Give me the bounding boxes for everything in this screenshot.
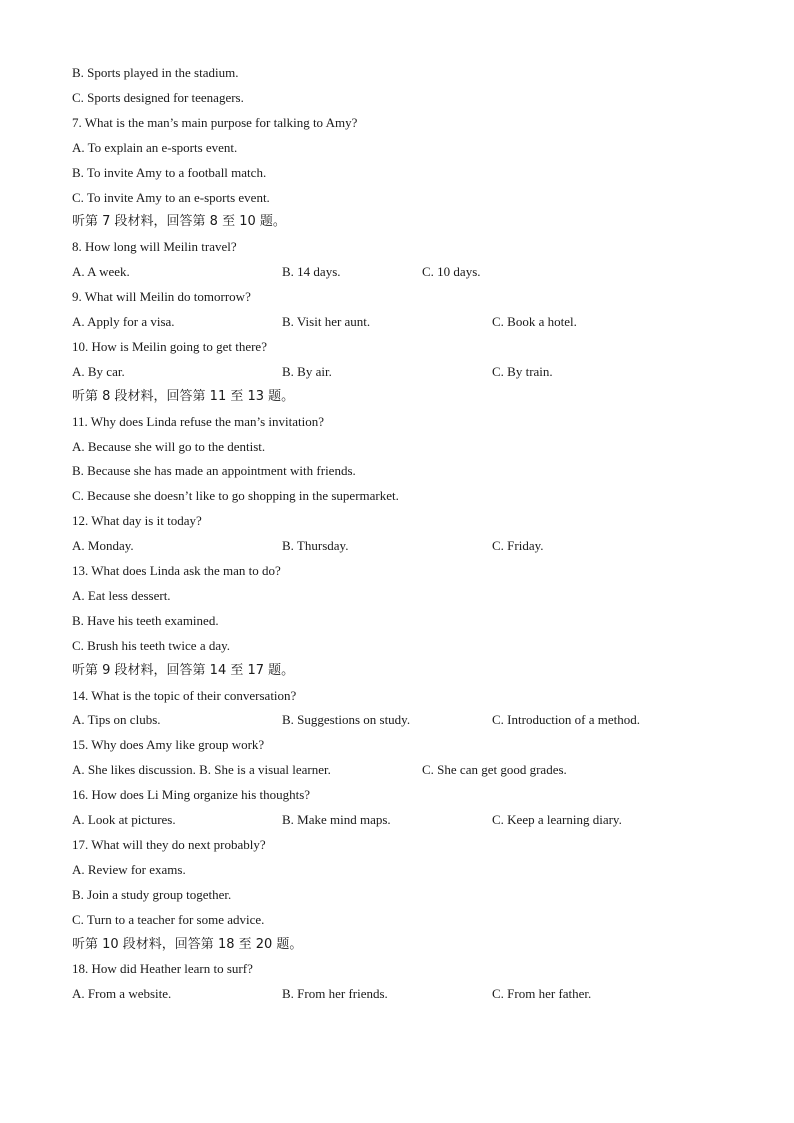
option-a: A. Monday. <box>72 538 134 554</box>
question-line: A. Review for exams. <box>72 861 186 877</box>
option-b: B. By air. <box>282 363 332 379</box>
option-c: C. Book a hotel. <box>492 314 577 329</box>
option-b: B. Thursday. <box>282 538 349 554</box>
question-line: B. To invite Amy to a football match. <box>72 164 267 180</box>
question-line: 15. Why does Amy like group work? <box>72 737 265 753</box>
question-line: 7. What is the man’s main purpose for talking to Amy? <box>72 114 358 130</box>
option-c: C. Friday. <box>492 538 544 554</box>
question-line: 18. How did Heather learn to surf? <box>72 961 253 977</box>
option-c: C. Introduction of a method. <box>492 712 641 728</box>
question-line: B. Have his teeth examined. <box>72 612 219 628</box>
question-line: C. To invite Amy to an e-sports event. <box>72 189 270 205</box>
question-line: C. Because she doesn’t like to go shopping in the supermarket. <box>72 488 399 504</box>
question-line: C. Turn to a teacher for some advice. <box>72 911 265 927</box>
section-instruction: 听第 10 段材料，回答第 18 至 20 题。 <box>72 936 303 952</box>
option-c: C. She can get good grades. <box>422 762 567 778</box>
option-c: C. By train. <box>492 363 553 379</box>
section-instruction: 听第 8 段材料，回答第 11 至 13 题。 <box>72 388 295 404</box>
question-line: B. Because she has made an appointment with friends. <box>72 463 356 479</box>
question-line: 11. Why does Linda refuse the man’s invitation? <box>72 413 324 429</box>
question-line: 17. What will they do next probably? <box>72 836 266 852</box>
option-a: A. Look at pictures. <box>72 812 176 827</box>
option-b: B. From her friends. <box>282 986 388 1002</box>
question-line: 16. How does Li Ming organize his thoughts? <box>72 787 311 803</box>
question-line: C. Brush his teeth twice a day. <box>72 637 231 653</box>
option-b: B. Visit her aunt. <box>282 314 371 329</box>
option-a: A. Apply for a visa. <box>72 314 175 329</box>
question-line: B. Join a study group together. <box>72 886 232 902</box>
question-line: A. Because she will go to the dentist. <box>72 438 266 454</box>
option-b: B. Make mind maps. <box>282 812 391 827</box>
section-instruction: 听第 7 段材料，回答第 8 至 10 题。 <box>72 214 286 230</box>
option-c: C. 10 days. <box>422 264 481 280</box>
section-instruction: 听第 9 段材料，回答第 14 至 17 题。 <box>72 662 295 678</box>
question-line: 9. What will Meilin do tomorrow? <box>72 289 251 305</box>
question-line: 12. What day is it today? <box>72 513 202 529</box>
question-line: C. Sports designed for teenagers. <box>72 89 244 105</box>
question-line: A. To explain an e-sports event. <box>72 139 238 155</box>
option-a: A. A week. <box>72 264 130 280</box>
question-line: A. Eat less dessert. <box>72 587 171 603</box>
option-c: C. Keep a learning diary. <box>492 812 622 827</box>
question-line: 10. How is Meilin going to get there? <box>72 338 267 354</box>
option-b: B. Suggestions on study. <box>282 712 411 728</box>
option-a: A. She likes discussion. B. She is a visual learner. <box>72 762 331 778</box>
option-c: C. From her father. <box>492 986 592 1002</box>
option-a: A. By car. <box>72 363 125 379</box>
question-line: B. Sports played in the stadium. <box>72 65 239 80</box>
option-b: B. 14 days. <box>282 264 341 280</box>
option-a: A. From a website. <box>72 986 172 1002</box>
question-line: 14. What is the topic of their conversation? <box>72 687 297 703</box>
option-a: A. Tips on clubs. <box>72 712 161 728</box>
question-line: 13. What does Linda ask the man to do? <box>72 563 281 578</box>
question-line: 8. How long will Meilin travel? <box>72 239 237 255</box>
